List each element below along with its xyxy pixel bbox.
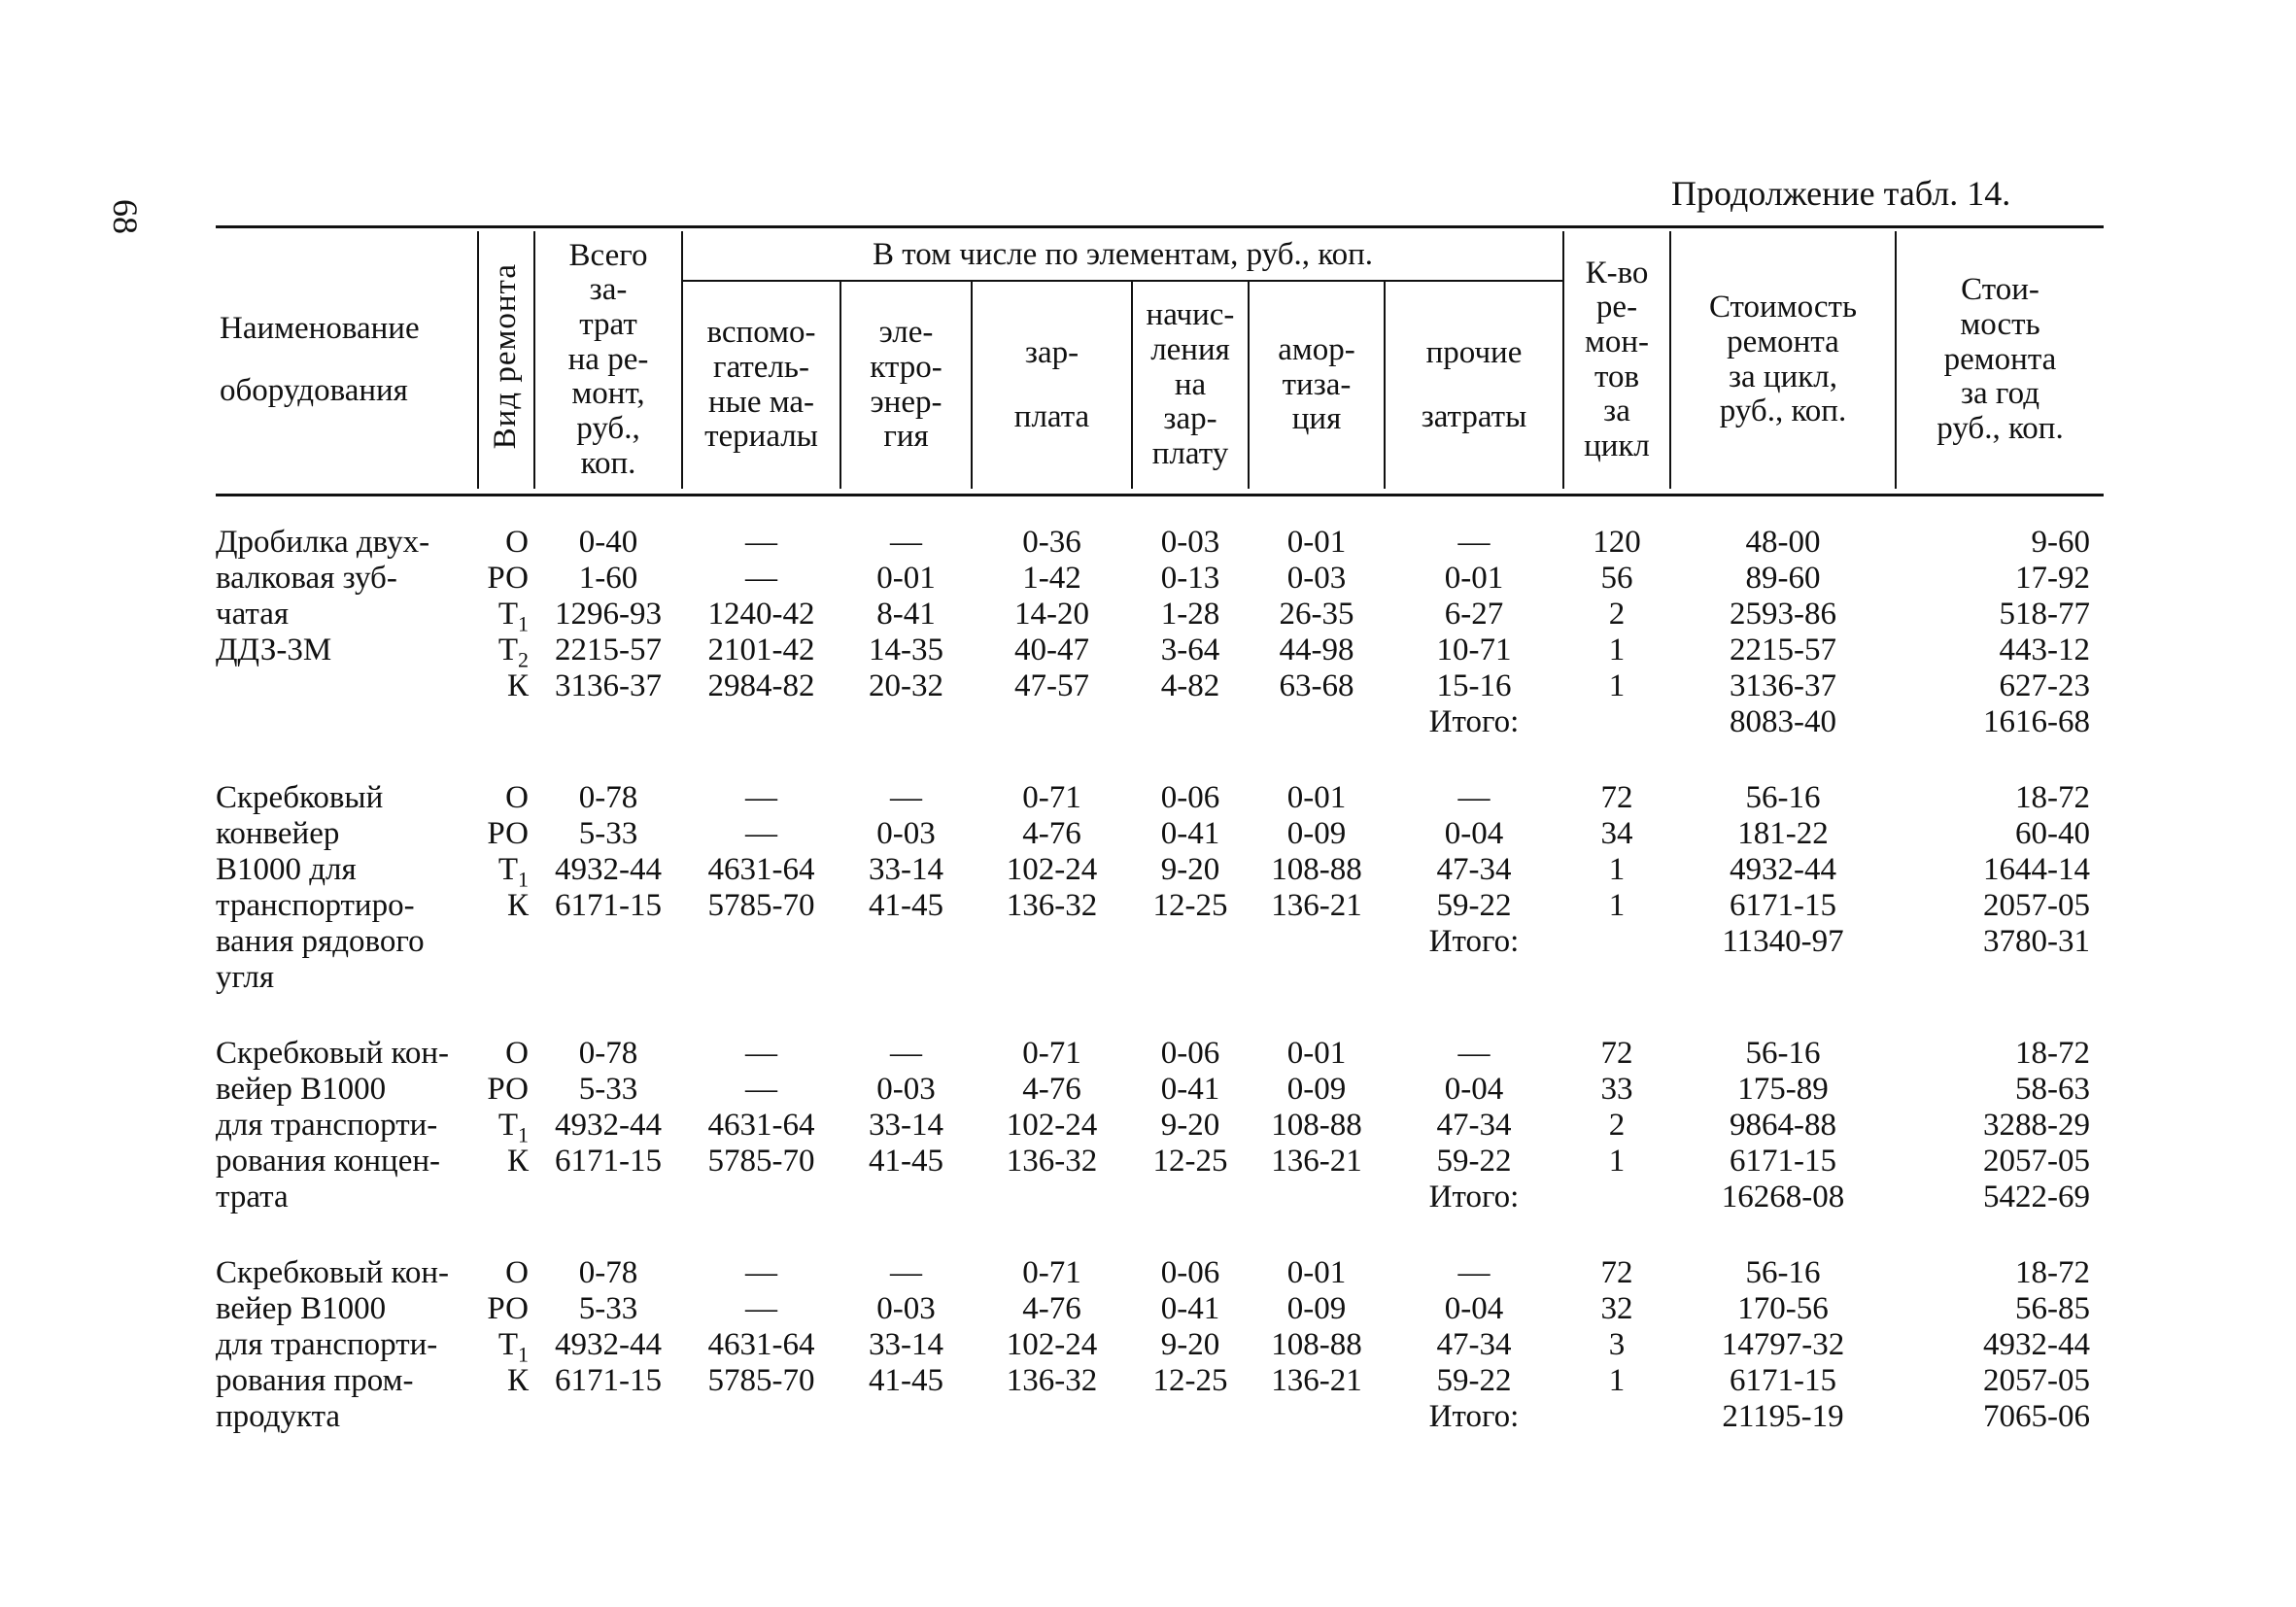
header-group-title: В том числе по элементам, руб., коп. — [682, 231, 1563, 281]
cell-total: 1296-93 — [555, 597, 662, 632]
repair-type: РО — [487, 1291, 529, 1326]
cell-zar: 136-32 — [1006, 1363, 1098, 1398]
cell-kvo: 1 — [1608, 668, 1626, 703]
cell-mat: 5785-70 — [707, 1144, 815, 1179]
cell-year: 56-85 — [2015, 1291, 2090, 1326]
cell-nach: 0-41 — [1160, 816, 1220, 851]
cell-pr: 47-34 — [1436, 1108, 1512, 1143]
cell-nach: 0-06 — [1160, 1036, 1220, 1071]
equipment-name-line: вания рядового — [216, 924, 425, 959]
total-cycle-cost: 16268-08 — [1721, 1180, 1845, 1214]
cell-kvo: 1 — [1608, 888, 1626, 923]
cell-zar: 14-20 — [1014, 597, 1089, 632]
cell-mat: 4631-64 — [707, 1108, 815, 1143]
cell-year: 1644-14 — [1983, 852, 2090, 887]
equipment-name-line: конвейер — [216, 816, 340, 851]
repair-type — [478, 924, 534, 960]
cell-pr: 47-34 — [1436, 1327, 1512, 1362]
cell-el: 0-03 — [876, 816, 936, 851]
total-cycle-cost: 11340-97 — [1722, 924, 1844, 959]
cell-am: 136-21 — [1271, 1144, 1362, 1179]
cell-cyc: 89-60 — [1745, 561, 1821, 596]
cell-cyc: 3136-37 — [1730, 668, 1836, 703]
repair-type — [478, 1180, 534, 1215]
table-row — [216, 960, 2104, 996]
cell-am: 108-88 — [1271, 1108, 1362, 1143]
cell-el: 0-03 — [876, 1291, 936, 1326]
cell-total: 1-60 — [578, 561, 638, 596]
total-label: Итого: — [1428, 704, 1520, 739]
cell-total: 5-33 — [578, 816, 638, 851]
cell-zar: 136-32 — [1006, 888, 1098, 923]
header-cycle-cost: Стоимость ремонта за цикл, руб., коп. — [1670, 231, 1896, 489]
total-label: Итого: — [1428, 924, 1520, 959]
cell-am: 0-01 — [1286, 525, 1347, 560]
equipment-name-line: транспортиро- — [216, 888, 415, 923]
equipment-name-line: Скребковый кон- — [216, 1036, 450, 1071]
equipment-name-line: продукта — [216, 1399, 341, 1434]
repair-type: $Т_1$ — [497, 1108, 529, 1147]
cell-zar: 4-76 — [1022, 1072, 1081, 1107]
equipment-group — [216, 525, 2104, 740]
repair-type: К — [506, 888, 529, 923]
equipment-group — [216, 780, 2104, 996]
cell-pr: 59-22 — [1436, 1144, 1512, 1179]
cell-am: 0-01 — [1286, 780, 1347, 815]
equipment-name-line: рования пром- — [216, 1363, 414, 1398]
cell-total: 0-78 — [578, 780, 638, 815]
repair-type: РО — [487, 561, 529, 596]
cell-am: 108-88 — [1271, 1327, 1362, 1362]
total-cycle-cost: 8083-40 — [1730, 704, 1836, 739]
cell-year: 2057-05 — [1983, 1363, 2090, 1398]
total-year-cost: 3780-31 — [1983, 924, 2090, 959]
cell-am: 136-21 — [1271, 888, 1362, 923]
table-row — [216, 1108, 2104, 1147]
cell-total: 0-40 — [578, 525, 638, 560]
cell-kvo: 34 — [1600, 816, 1633, 851]
cell-mat: 2101-42 — [707, 633, 815, 667]
cell-mat: — — [745, 1255, 777, 1290]
cell-nach: 0-41 — [1160, 1072, 1220, 1107]
repair-type: О — [505, 1255, 529, 1290]
table-row — [216, 704, 2104, 740]
cell-kvo: 120 — [1593, 525, 1641, 560]
cell-cyc: 56-16 — [1745, 780, 1821, 815]
cell-nach: 12-25 — [1152, 1144, 1228, 1179]
cell-pr: — — [1457, 1255, 1491, 1290]
equipment-name-line: угля — [216, 960, 275, 995]
cell-zar: 0-71 — [1022, 1255, 1081, 1290]
table-header — [216, 231, 2104, 489]
cell-year: 2057-05 — [1983, 888, 2090, 923]
cell-kvo: 1 — [1608, 1144, 1626, 1179]
cell-kvo: 2 — [1608, 597, 1626, 632]
cell-mat: — — [745, 1072, 777, 1107]
table-row — [216, 1327, 2104, 1367]
cell-el: 14-35 — [869, 633, 943, 667]
cell-nach: 0-41 — [1160, 1291, 1220, 1326]
cell-el: 0-03 — [876, 1072, 936, 1107]
cell-pr: — — [1457, 780, 1491, 815]
cell-zar: 4-76 — [1022, 816, 1081, 851]
cell-cyc: 9864-88 — [1730, 1108, 1836, 1143]
header-count: К-во ре- мон- тов за цикл — [1563, 231, 1670, 489]
cell-el: 41-45 — [869, 1144, 943, 1179]
cell-cyc: 56-16 — [1745, 1255, 1821, 1290]
cell-el: 33-14 — [869, 852, 943, 887]
equipment-name-line: Дробилка двух- — [216, 525, 430, 560]
cell-cyc: 181-22 — [1737, 816, 1829, 851]
repair-type: $Т_1$ — [497, 852, 529, 892]
header-other: прочие затраты — [1385, 281, 1563, 489]
cell-pr: 15-16 — [1436, 668, 1512, 703]
cell-pr: — — [1457, 525, 1491, 560]
header-charges: начис- ления на зар- плату — [1132, 281, 1249, 489]
equipment-name-line: В1000 для — [216, 852, 357, 887]
table-row — [216, 888, 2104, 924]
cell-am: 0-01 — [1286, 1036, 1347, 1071]
repair-type: О — [505, 525, 529, 560]
cell-cyc: 2593-86 — [1730, 597, 1836, 632]
table-row — [216, 1072, 2104, 1108]
cell-kvo: 33 — [1600, 1072, 1633, 1107]
cell-mat: — — [745, 1291, 777, 1326]
cell-am: 136-21 — [1271, 1363, 1362, 1398]
repair-type: $Т_1$ — [497, 597, 529, 636]
cell-nach: 1-28 — [1160, 597, 1220, 632]
cell-cyc: 6171-15 — [1730, 888, 1836, 923]
cell-year: 58-63 — [2015, 1072, 2090, 1107]
page-number: 68 — [106, 199, 145, 234]
cell-pr: 0-01 — [1444, 561, 1504, 596]
cell-year: 60-40 — [2015, 816, 2090, 851]
table-row — [216, 780, 2104, 816]
table-row — [216, 1255, 2104, 1291]
cell-mat: — — [745, 561, 777, 596]
cell-el: — — [890, 780, 922, 815]
cell-pr: 0-04 — [1444, 1291, 1504, 1326]
cell-pr: — — [1457, 1036, 1491, 1071]
repair-type: РО — [487, 816, 529, 851]
table-row — [216, 852, 2104, 892]
repair-type: О — [505, 780, 529, 815]
repair-type: К — [506, 1144, 529, 1179]
total-year-cost: 7065-06 — [1983, 1399, 2090, 1434]
cell-mat: — — [745, 780, 777, 815]
cell-total: 0-78 — [578, 1255, 638, 1290]
cell-total: 5-33 — [578, 1072, 638, 1107]
cell-pr: 0-04 — [1444, 816, 1504, 851]
cell-nach: 9-20 — [1160, 1327, 1220, 1362]
cell-year: 3288-29 — [1983, 1108, 2090, 1143]
cell-cyc: 6171-15 — [1730, 1144, 1836, 1179]
cell-year: 18-72 — [2015, 780, 2090, 815]
header-name: Наименование оборудования — [220, 310, 420, 408]
cell-cyc: 175-89 — [1737, 1072, 1829, 1107]
equipment-name-line: для транспорти- — [216, 1108, 438, 1143]
cell-el: 33-14 — [869, 1108, 943, 1143]
cell-total: 6171-15 — [555, 1144, 662, 1179]
cell-zar: 0-71 — [1022, 780, 1081, 815]
header-year-cost: Стои- мость ремонта за год руб., коп. — [1896, 231, 2104, 489]
cell-cyc: 170-56 — [1737, 1291, 1829, 1326]
cell-zar: 47-57 — [1014, 668, 1089, 703]
equipment-name-line: чатая — [216, 597, 290, 632]
header-electro: эле- ктро- энер- гия — [840, 281, 972, 489]
cell-nach: 12-25 — [1152, 1363, 1228, 1398]
cell-el: 33-14 — [869, 1327, 943, 1362]
table-row — [216, 1036, 2104, 1072]
equipment-name-line: валковая зуб- — [216, 561, 397, 596]
cell-year: 518-77 — [1999, 597, 2090, 632]
repair-type — [478, 1399, 534, 1435]
cell-mat: 1240-42 — [707, 597, 815, 632]
cell-nach: 4-82 — [1160, 668, 1220, 703]
cell-zar: 136-32 — [1006, 1144, 1098, 1179]
equipment-name-line — [216, 668, 478, 704]
cell-mat: — — [745, 816, 777, 851]
top-rule — [216, 225, 2104, 228]
cell-cyc: 56-16 — [1745, 1036, 1821, 1071]
cell-am: 44-98 — [1279, 633, 1354, 667]
cell-cyc: 48-00 — [1745, 525, 1821, 560]
total-label: Итого: — [1428, 1180, 1520, 1214]
table-row — [216, 816, 2104, 852]
equipment-name-line — [216, 704, 478, 740]
cell-year: 2057-05 — [1983, 1144, 2090, 1179]
header-amort: амор- тиза- ция — [1249, 281, 1385, 489]
cell-cyc: 14797-32 — [1721, 1327, 1845, 1362]
table-row — [216, 561, 2104, 597]
table-row — [216, 1180, 2104, 1215]
header-bottom-rule — [216, 494, 2104, 496]
table-row — [216, 597, 2104, 636]
cell-zar: 4-76 — [1022, 1291, 1081, 1326]
table-row — [216, 1291, 2104, 1327]
equipment-name-line: вейер В1000 — [216, 1291, 387, 1326]
equipment-name-line: Скребковый кон- — [216, 1255, 450, 1290]
table-row — [216, 633, 2104, 672]
equipment-name-line: Скребковый — [216, 780, 384, 815]
cell-cyc: 2215-57 — [1730, 633, 1836, 667]
cell-year: 443-12 — [1999, 633, 2090, 667]
cell-nach: 0-03 — [1160, 525, 1220, 560]
cell-zar: 102-24 — [1006, 1327, 1098, 1362]
cell-pr: 47-34 — [1436, 852, 1512, 887]
cell-total: 4932-44 — [555, 852, 662, 887]
cell-total: 5-33 — [578, 1291, 638, 1326]
repair-type: $Т_2$ — [497, 633, 529, 672]
header-vid: Вид ремонта — [478, 231, 534, 489]
cell-pr: 0-04 — [1444, 1072, 1504, 1107]
cell-el: — — [890, 525, 922, 560]
cell-zar: 1-42 — [1022, 561, 1081, 596]
equipment-name-line: трата — [216, 1180, 289, 1214]
cell-year: 17-92 — [2015, 561, 2090, 596]
cell-el: — — [890, 1036, 922, 1071]
cell-year: 627-23 — [1999, 668, 2090, 703]
equipment-name-line: вейер В1000 — [216, 1072, 387, 1107]
cell-zar: 102-24 — [1006, 1108, 1098, 1143]
equipment-name-line: ДДЗ-3М — [216, 633, 332, 667]
repair-type: О — [505, 1036, 529, 1071]
cell-nach: 3-64 — [1160, 633, 1220, 667]
cell-total: 4932-44 — [555, 1327, 662, 1362]
cell-pr: 10-71 — [1436, 633, 1512, 667]
cell-pr: 59-22 — [1436, 1363, 1512, 1398]
cell-kvo: 72 — [1600, 780, 1633, 815]
repair-type: РО — [487, 1072, 529, 1107]
cell-mat: — — [745, 525, 777, 560]
cell-zar: 102-24 — [1006, 852, 1098, 887]
cell-cyc: 4932-44 — [1730, 852, 1836, 887]
table-row — [216, 924, 2104, 960]
cell-total: 2215-57 — [555, 633, 662, 667]
total-cycle-cost: 21195-19 — [1722, 1399, 1844, 1434]
cell-mat: 2984-82 — [707, 668, 815, 703]
header-materials: вспомо- гатель- ные ма- териалы — [682, 281, 840, 489]
cell-nach: 9-20 — [1160, 1108, 1220, 1143]
cell-am: 26-35 — [1279, 597, 1354, 632]
cell-total: 3136-37 — [555, 668, 662, 703]
equipment-name-line: рования концен- — [216, 1144, 441, 1179]
cell-cyc: 6171-15 — [1730, 1363, 1836, 1398]
table-row — [216, 525, 2104, 561]
repair-type: $Т_1$ — [497, 1327, 529, 1367]
cell-el: 8-41 — [876, 597, 936, 632]
cell-mat: 5785-70 — [707, 1363, 815, 1398]
total-year-cost: 1616-68 — [1983, 704, 2090, 739]
repair-type — [478, 704, 534, 740]
cell-nach: 12-25 — [1152, 888, 1228, 923]
cell-el: — — [890, 1255, 922, 1290]
cell-mat: 4631-64 — [707, 852, 815, 887]
cell-zar: 0-71 — [1022, 1036, 1081, 1071]
equipment-group — [216, 1255, 2104, 1435]
cell-total: 6171-15 — [555, 888, 662, 923]
cell-am: 108-88 — [1271, 852, 1362, 887]
cell-kvo: 72 — [1600, 1255, 1633, 1290]
cell-pr: 6-27 — [1444, 597, 1504, 632]
cell-year: 9-60 — [2031, 525, 2090, 560]
cell-year: 18-72 — [2015, 1036, 2090, 1071]
total-label: Итого: — [1428, 1399, 1520, 1434]
cell-year: 4932-44 — [1983, 1327, 2090, 1362]
cell-total: 6171-15 — [555, 1363, 662, 1398]
table-body — [216, 525, 2104, 1475]
table-row — [216, 1144, 2104, 1180]
repair-type: К — [506, 1363, 529, 1398]
table-caption: Продолжение табл. 14. — [1671, 174, 2011, 213]
cell-zar: 0-36 — [1022, 525, 1081, 560]
repair-type — [478, 960, 534, 996]
table-row — [216, 1363, 2104, 1399]
cell-am: 0-01 — [1286, 1255, 1347, 1290]
cell-mat: — — [745, 1036, 777, 1071]
cell-am: 0-09 — [1286, 816, 1347, 851]
cell-am: 0-09 — [1286, 1291, 1347, 1326]
cell-mat: 4631-64 — [707, 1327, 815, 1362]
cell-el: 0-01 — [876, 561, 936, 596]
cell-el: 41-45 — [869, 1363, 943, 1398]
cell-am: 0-03 — [1286, 561, 1347, 596]
cell-kvo: 72 — [1600, 1036, 1633, 1071]
cell-el: 20-32 — [869, 668, 943, 703]
cell-nach: 9-20 — [1160, 852, 1220, 887]
cell-nach: 0-06 — [1160, 780, 1220, 815]
cell-nach: 0-13 — [1160, 561, 1220, 596]
total-year-cost: 5422-69 — [1983, 1180, 2090, 1214]
table-row — [216, 1399, 2104, 1435]
cell-total: 4932-44 — [555, 1108, 662, 1143]
cell-nach: 0-06 — [1160, 1255, 1220, 1290]
cell-kvo: 3 — [1608, 1327, 1626, 1362]
repair-type: К — [506, 668, 529, 703]
cell-kvo: 56 — [1600, 561, 1633, 596]
cell-zar: 40-47 — [1014, 633, 1089, 667]
cell-year: 18-72 — [2015, 1255, 2090, 1290]
header-wage: зар- плата — [972, 281, 1132, 489]
header-total: Всего за- трат на ре- монт, руб., коп. — [534, 231, 682, 489]
table-row — [216, 668, 2104, 704]
cell-kvo: 1 — [1608, 1363, 1626, 1398]
cell-mat: 5785-70 — [707, 888, 815, 923]
cell-pr: 59-22 — [1436, 888, 1512, 923]
equipment-name-line: для транспорти- — [216, 1327, 438, 1362]
cell-kvo: 1 — [1608, 633, 1626, 667]
cell-total: 0-78 — [578, 1036, 638, 1071]
equipment-group — [216, 1036, 2104, 1215]
cell-am: 63-68 — [1279, 668, 1354, 703]
cell-kvo: 1 — [1608, 852, 1626, 887]
cell-kvo: 32 — [1600, 1291, 1633, 1326]
cell-el: 41-45 — [869, 888, 943, 923]
cell-am: 0-09 — [1286, 1072, 1347, 1107]
cell-kvo: 2 — [1608, 1108, 1626, 1143]
